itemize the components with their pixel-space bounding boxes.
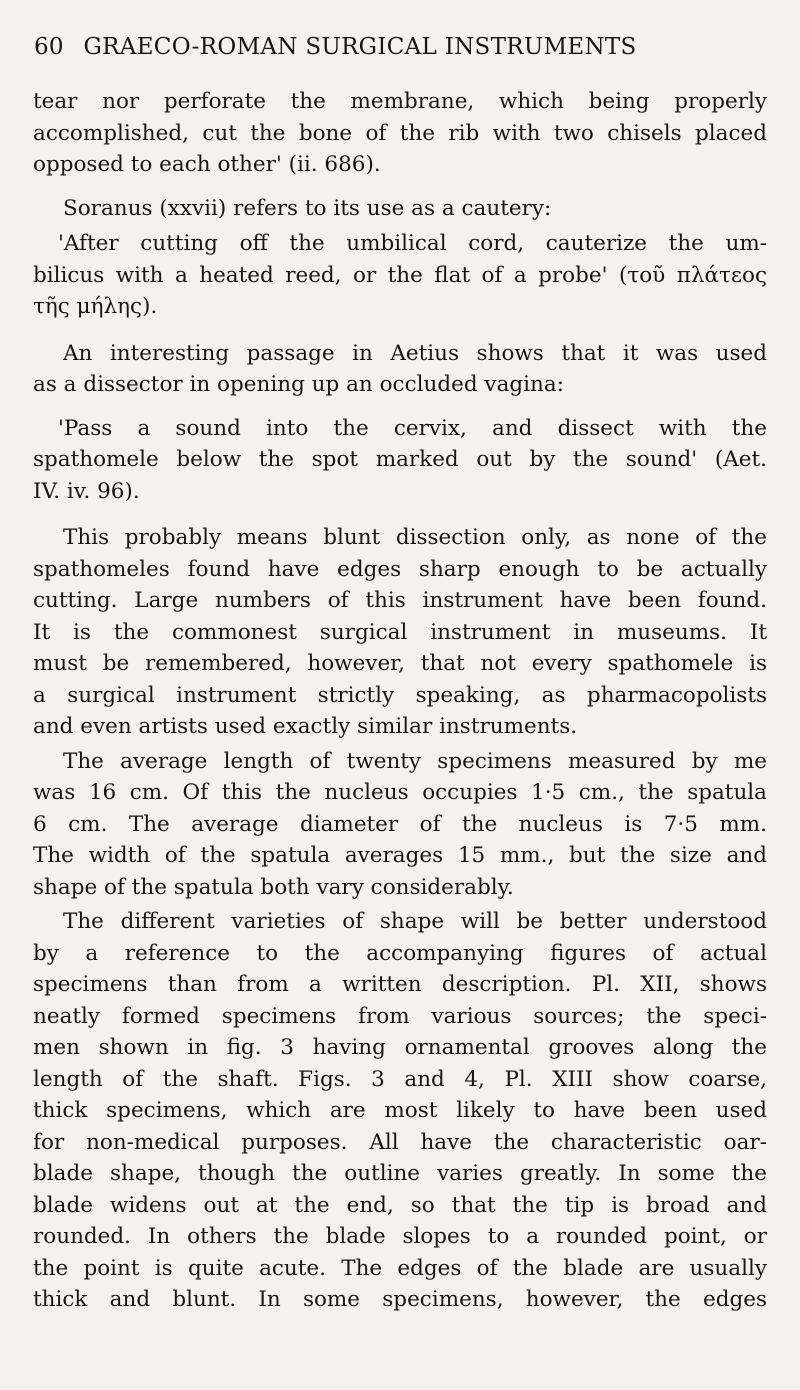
paragraph-quote-umbilicus bbox=[33, 228, 767, 323]
text-line: 'Pass a sound into the cervix, and dissect with the bbox=[58, 415, 767, 441]
text-line: It is the commonest surgical instrument in museums. It bbox=[33, 619, 767, 645]
text-line: blade shape, though the outline varies greatly. In some the bbox=[33, 1161, 767, 1186]
paragraph-blunt-dissection bbox=[33, 522, 767, 743]
text-line: length of the shaft. Figs. 3 and 4, Pl. XIII show coarse, bbox=[33, 1066, 767, 1092]
paragraph-quote-sound bbox=[33, 413, 767, 508]
text-line: rounded. In others the blade slopes to a rounded point, or bbox=[33, 1224, 767, 1249]
text-line: specimens than from a written description. Pl. XII, shows bbox=[33, 972, 767, 997]
text-line: Soranus (xxvii) refers to its use as a cautery: bbox=[63, 195, 552, 221]
text-line: for non-medical purposes. All have the characteristic oar- bbox=[33, 1129, 767, 1155]
text-line: blade widens out at the end, so that the tip is broad and bbox=[33, 1192, 767, 1218]
text-line: cutting. Large numbers of this instrument have been found. bbox=[33, 588, 767, 613]
text-line: by a reference to the accompanying figures of actual bbox=[33, 940, 767, 966]
text-line: men shown in fig. 3 having ornamental grooves along the bbox=[33, 1035, 767, 1060]
running-header bbox=[34, 34, 754, 60]
text-line: neatly formed specimens from various sources; the speci- bbox=[33, 1003, 767, 1029]
text-line: must be remembered, however, that not every spathomele is bbox=[33, 651, 767, 676]
text-line: tear nor perforate the membrane, which being properly bbox=[33, 89, 767, 114]
text-line: An interesting passage in Aetius shows that it was used bbox=[63, 340, 767, 366]
text-line: spathomele below the spot marked out by the sound' (Aet. bbox=[33, 447, 767, 472]
text-line: was 16 cm. Of this the nucleus occupies 1·5 cm., the spatula bbox=[33, 780, 767, 805]
text-line: opposed to each other' (ii. 686). bbox=[33, 152, 381, 177]
running-title: GRAECO-ROMAN SURGICAL INSTRUMENTS bbox=[83, 34, 637, 60]
text-line: 'After cutting off the umbilical cord, cauterize the um- bbox=[58, 231, 767, 256]
text-line: a surgical instrument strictly speaking, as pharmacopolists bbox=[33, 682, 767, 708]
text-line: τῆς μήλης). bbox=[33, 294, 158, 319]
text-line: spathomeles found have edges sharp enough to be actually bbox=[33, 556, 767, 582]
page-body bbox=[33, 86, 767, 1319]
paragraph-measurements bbox=[33, 746, 767, 904]
text-line: shape of the spatula both vary considerably. bbox=[33, 874, 514, 900]
text-line: as a dissector in opening up an occluded vagina: bbox=[33, 372, 564, 397]
text-line: The width of the spatula averages 15 mm., but the size and bbox=[33, 843, 767, 868]
text-line: The average length of twenty specimens measured by me bbox=[63, 748, 767, 774]
text-line: thick and blunt. In some specimens, however, the edges bbox=[33, 1287, 767, 1312]
page-number: 60 bbox=[34, 34, 64, 60]
text-line: accomplished, cut the bone of the rib with two chisels placed bbox=[33, 120, 767, 146]
text-line: IV. iv. 96). bbox=[33, 478, 140, 504]
text-line: the point is quite acute. The edges of the blade are usually bbox=[33, 1255, 767, 1281]
paragraph-soranus bbox=[33, 193, 767, 225]
text-line: bilicus with a heated reed, or the flat of a probe' (τοῦ πλάτεος bbox=[33, 262, 767, 288]
paragraph-shape-varieties bbox=[33, 906, 767, 1316]
text-line: This probably means blunt dissection only, as none of the bbox=[63, 525, 767, 550]
text-line: thick specimens, which are most likely to have been used bbox=[33, 1098, 767, 1123]
text-line: and even artists used exactly similar instruments. bbox=[33, 714, 578, 739]
text-line: 6 cm. The average diameter of the nucleus is 7·5 mm. bbox=[33, 811, 767, 837]
text-line: The different varieties of shape will be better understood bbox=[63, 909, 767, 934]
paragraph-aetius bbox=[33, 338, 767, 401]
paragraph-continuation bbox=[33, 86, 767, 181]
